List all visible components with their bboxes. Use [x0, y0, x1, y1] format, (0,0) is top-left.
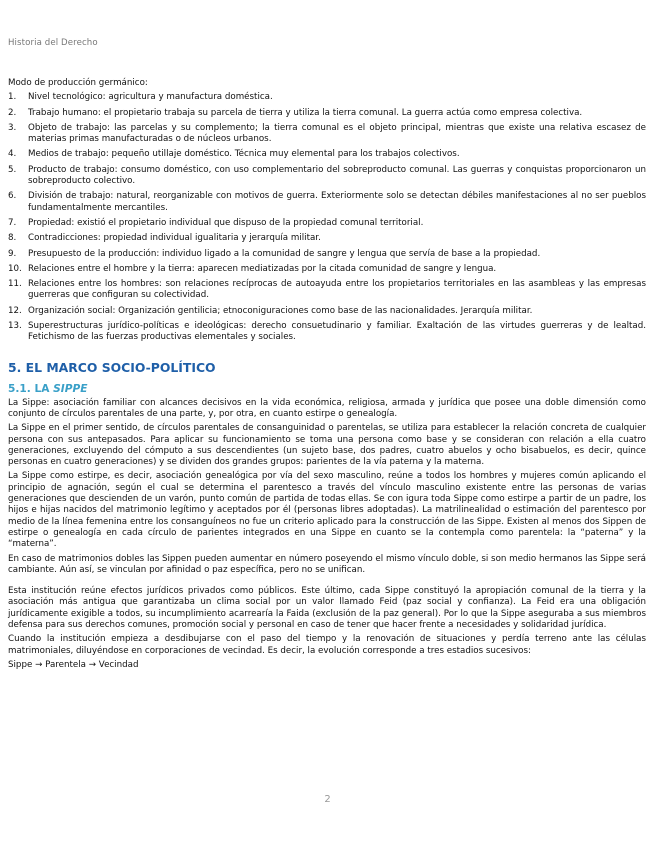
page-number: 2 — [324, 794, 331, 805]
list-item-number: 2. — [8, 107, 17, 118]
list-item-text: Relaciones entre el hombre y la tierra: aparecen mediatizadas por la citada comunidad de sangre y lengua. — [28, 263, 497, 274]
list-item-text: Relaciones entre los hombres: son relaciones recíprocas de autoayuda entre los propietarios territoriales en las asambleas y las empresas guerreras que configuran su colectividad. — [28, 279, 646, 301]
list-item-text: Organización social: Organización gentilicia; etnoconiguraciones como base de las nacionalidades. Jerarquía militar. — [28, 305, 533, 316]
section-heading: 5. EL MARCO SOCIO-POLÍTICO — [8, 359, 216, 375]
list-item — [8, 249, 646, 260]
list-item-number: 11. — [8, 279, 22, 290]
evolution-sequence: Sippe → Parentela → Vecindad — [8, 659, 139, 670]
page-content — [8, 78, 646, 674]
list-item — [8, 279, 646, 302]
list-item-text: División de trabajo: natural, reorganizable con motivos de guerra. Exteriormente solo se detectan débiles manifestaciones al no ser pueblos fundamentalmente mercantiles. — [28, 191, 646, 213]
subsection-prefix: 5.1. LA — [8, 382, 54, 395]
list-item — [8, 149, 646, 160]
list-item — [8, 108, 646, 119]
list-item-number: 5. — [8, 164, 17, 175]
list-item-text: Propiedad: existió el propietario individual que dispuso de la propiedad comunal territorial. — [28, 217, 424, 228]
list-item-number: 4. — [8, 149, 17, 160]
list-item-number: 13. — [8, 321, 22, 332]
paragraph: Esta institución reúne efectos jurídicos privados como públicos. Este último, cada Sippe constituyó la apropiación comunal de la tierra y la asociación más antigua que garantizaba un clima social por un valor llamado Feid (paz social y confianza). La Feid era una obligación jurídicamente exigible a todos, su incumplimiento acarrearía la Faida (exclusión de la paz general). Por lo que la Sippe aseguraba a sus miembros defensa para sus derechos comunes, promoción social y personal en caso de tener que hacer frente a necesidades y solidaridad jurídica. — [8, 586, 646, 630]
list-item-text: Trabajo humano: el propietario trabaja su parcela de tierra y utiliza la tierra comunal. La guerra actúa como empresa colectiva. — [28, 107, 583, 118]
list-item-text: Objeto de trabajo: las parcelas y su complemento; la tierra comunal es el objeto principal, mientras que existe una relativa escasez de materias primas manufacturadas o de núcleos urbanos. — [28, 122, 646, 145]
list-item — [8, 92, 646, 103]
list-item-text: Nivel tecnológico: agricultura y manufactura doméstica. — [28, 92, 273, 103]
paragraph: La Sippe en el primer sentido, de círculos parentales de consanguinidad o parentelas, se utiliza para establecer la relación concreta de cualquier persona con sus antepasados. Para aplicar su funcionamiento se toma una persona como base y se consideran con relación a ella cuatro generaciones, excluyendo del cómputo a sus descendientes (un sujeto base, dos padres, cuatro abuelos y ocho bisabuelos, es decir, quince personas en cuatro generaciones) y se dividen dos grandes grupos: parientes de la vía paterna y la materna. — [8, 423, 646, 468]
list-item — [8, 123, 646, 146]
list-item-text: Contradicciones: propiedad individual igualitaria y jerarquía militar. — [28, 233, 321, 244]
list-item-number: 8. — [8, 233, 17, 244]
list-item-text: Superestructuras jurídico-políticas e ideológicas: derecho consuetudinario y familiar. Exaltación de las virtudes guerreras y de lealtad. Fetichismo de las fuerzas productivas elementales y sociales. — [28, 321, 646, 343]
document-header: Historia del Derecho — [8, 38, 98, 48]
list-item-number: 10. — [8, 263, 22, 274]
subsection-heading — [8, 383, 646, 396]
paragraph: En caso de matrimonios dobles las Sippen pueden aumentar en número poseyendo el mismo vínculo doble, si son medio hermanos las Sippe será cambiante. Aún así, se vinculan por afinidad o paz específica, pero no se unifican. — [8, 553, 646, 575]
list-item-text: Producto de trabajo: consumo doméstico, con uso complementario del sobreproducto comunal. Las guerras y conquistas proporcionaron un sobreproducto colectivo. — [28, 164, 646, 187]
list-item — [8, 306, 646, 317]
list-item — [8, 191, 646, 214]
numbered-list — [8, 92, 646, 343]
list-intro: Modo de producción germánico: — [8, 78, 148, 88]
subsection-title-italic: SIPPE — [53, 382, 88, 395]
list-item-number: 3. — [8, 122, 17, 133]
list-item-text: Presupuesto de la producción: individuo ligado a la comunidad de sangre y lengua que servía de base a la propiedad. — [28, 248, 541, 259]
list-item — [8, 165, 646, 188]
paragraph: Cuando la institución empieza a desdibujarse con el paso del tiempo y la renovación de situaciones y perdía terreno ante las células matrimoniales, diluyéndose en corporaciones de vecindad. Es decir, la evolución corresponde a tres estadios sucesivos: — [8, 634, 646, 656]
list-item-number: 1. — [8, 92, 17, 103]
list-item — [8, 233, 646, 244]
list-item-number: 9. — [8, 248, 17, 259]
list-item-number: 6. — [8, 191, 17, 202]
list-item — [8, 264, 646, 275]
paragraph: La Sippe: asociación familiar con alcances decisivos en la vida económica, religiosa, armada y jurídica que posee una doble dimensión como conjunto de círculos parentales de una parte, y, por otra, en cuanto estirpe o genealogía. — [8, 397, 646, 419]
list-item-text: Medios de trabajo: pequeño utillaje doméstico. Técnica muy elemental para los trabajos colectivos. — [28, 149, 460, 160]
list-item — [8, 218, 646, 229]
list-item-number: 7. — [8, 217, 17, 228]
list-item — [8, 321, 646, 344]
paragraph: La Sippe como estirpe, es decir, asociación genealógica por vía del sexo masculino, reúne a todos los hombres y mujeres común aplicando el principio de agnación, según el cual se determina el parentesco a través del vínculo masculino existente entre las personas de varias generaciones que descienden de un varón, punto común de partida de todas ellas. Se con igura toda Sippe como estirpe a partir de un padre, los hijos e hijas nacidos del matrimonio legítimo y aceptados por él (personas libres adoptadas). La matrilinealidad o estimación del parentesco por medio de la línea femenina entre los consanguíneos no fue un criterio aplicado para la construcción de las Sippe. Existen al menos dos Sippen de estirpe o genealogía en cada círculo de parientes integrados en una Sippe en cuanto se la contempla como parentela: la “paterna” y la “materna”. — [8, 471, 646, 550]
list-item-number: 12. — [8, 305, 22, 316]
